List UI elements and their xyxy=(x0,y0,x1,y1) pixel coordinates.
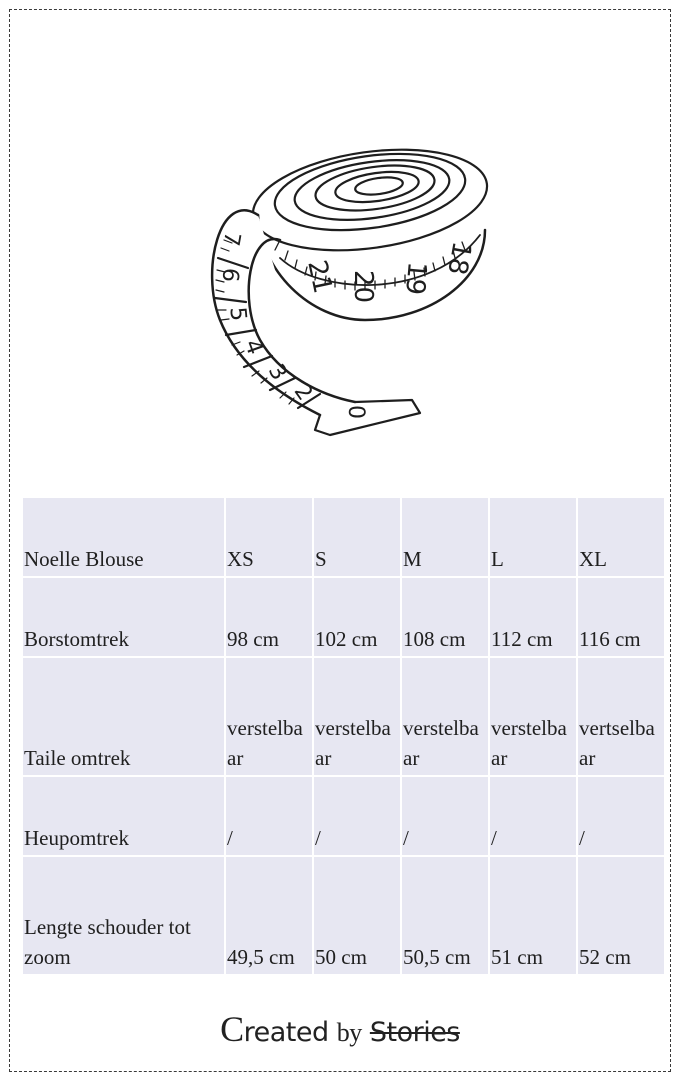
table-cell: 102 cm xyxy=(314,578,400,656)
table-cell: 50,5 cm xyxy=(402,857,488,974)
svg-text:4: 4 xyxy=(239,336,268,359)
svg-text:2: 2 xyxy=(288,379,318,406)
logo-by: by xyxy=(336,1018,362,1047)
logo-initial: C xyxy=(220,1009,244,1049)
table-cell: 112 cm xyxy=(490,578,576,656)
table-cell: 98 cm xyxy=(226,578,312,656)
row-label-waist: Taile omtrek xyxy=(23,658,224,775)
logo-created: reated xyxy=(243,1017,329,1048)
table-cell: 50 cm xyxy=(314,857,400,974)
logo-stories: Stories xyxy=(369,1017,460,1048)
measuring-tape-icon xyxy=(180,130,477,450)
svg-text:18: 18 xyxy=(441,239,477,278)
table-header-size-l: L xyxy=(490,498,576,576)
table-header-product: Noelle Blouse xyxy=(23,498,224,576)
table-cell: 116 cm xyxy=(578,578,664,656)
table-cell: verstelbaar xyxy=(490,658,576,775)
svg-text:3: 3 xyxy=(262,360,292,385)
size-table xyxy=(23,498,656,974)
table-header-size-xl: XL xyxy=(578,498,664,576)
svg-text:20: 20 xyxy=(348,270,378,304)
table-cell: verstelbaar xyxy=(226,658,312,775)
table-cell: / xyxy=(226,777,312,855)
table-cell: / xyxy=(578,777,664,855)
table-cell: 49,5 cm xyxy=(226,857,312,974)
row-label-length: Lengte schouder tot zoom xyxy=(23,857,224,974)
table-cell: 51 cm xyxy=(490,857,576,974)
svg-text:6: 6 xyxy=(216,266,243,284)
table-cell: 108 cm xyxy=(402,578,488,656)
table-cell: vertselbaar xyxy=(578,658,664,775)
table-cell: 52 cm xyxy=(578,857,664,974)
table-cell: / xyxy=(314,777,400,855)
svg-text:0: 0 xyxy=(343,405,368,419)
table-cell: verstelbaar xyxy=(402,658,488,775)
svg-text:7: 7 xyxy=(217,229,245,248)
created-by-stories-logo xyxy=(0,1008,680,1050)
table-cell: / xyxy=(490,777,576,855)
table-cell: / xyxy=(402,777,488,855)
svg-text:5: 5 xyxy=(224,305,251,323)
table-header-size-xs: XS xyxy=(226,498,312,576)
table-cell: verstelbaar xyxy=(314,658,400,775)
table-header-size-m: M xyxy=(402,498,488,576)
svg-text:19: 19 xyxy=(399,260,432,297)
row-label-hip: Heupomtrek xyxy=(23,777,224,855)
svg-text:21: 21 xyxy=(301,257,338,297)
table-header-size-s: S xyxy=(314,498,400,576)
row-label-chest: Borstomtrek xyxy=(23,578,224,656)
